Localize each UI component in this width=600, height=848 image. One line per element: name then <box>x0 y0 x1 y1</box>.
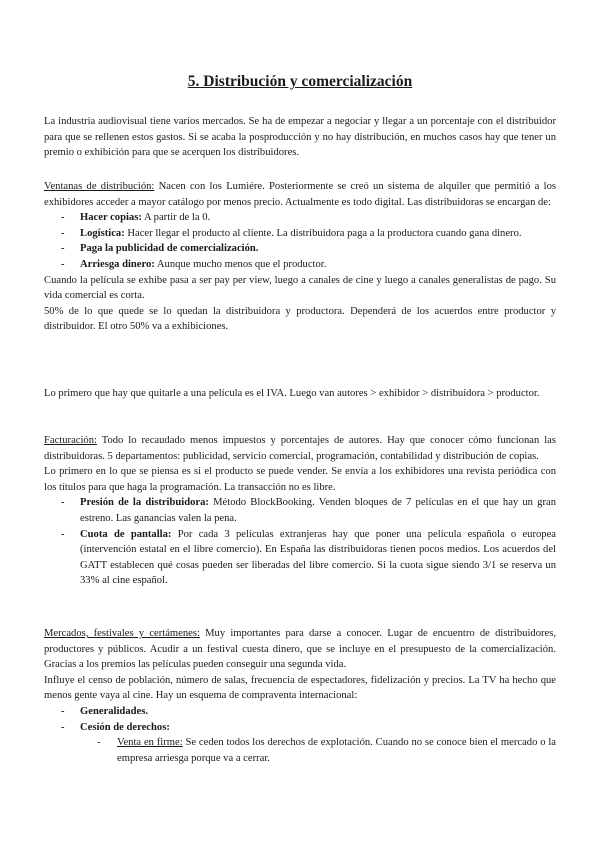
ventanas-after-2: 50% de lo que quede se lo quedan la distribuidora y productora. Dependerá de los acuerdos entre productor y distribuidor. El otro 50% va a exhibiciones. <box>44 305 556 333</box>
sub-list-item-label: Venta en firme: <box>117 737 183 749</box>
mercados-heading: Mercados, festivales y certámenes: <box>44 628 200 639</box>
facturacion-after: Lo primero en lo que se piensa es si el producto se puede vender. Se envía a los exhibidores una revista periódica con los títulos para que haga la programación. La transacción no es libre. <box>44 466 556 493</box>
mercados-paragraph <box>44 626 556 673</box>
list-item <box>44 704 556 720</box>
list-item-bold: Cesión de derechos: <box>80 721 170 733</box>
facturacion-text: Todo lo recaudado menos impuestos y porcentajes de autores. Hay que conocer cómo funcionan las distribuidoras. 5 departamentos: publicidad, servicio comercial, programación, contabilidad y distribución de copias. <box>44 435 556 462</box>
sub-list-item <box>44 735 556 766</box>
mercados-list <box>44 704 556 735</box>
ventanas-text: Nacen con los Lumiére. Posteriormente se creó un sistema de alquiler que permitió a los exhibidores acceder a mayor catálogo por menos precio. Actualmente es todo digital. Las distribuidoras se encargan de: <box>44 181 556 208</box>
list-item <box>44 720 556 736</box>
ventanas-heading: Ventanas de distribución: <box>44 181 155 192</box>
list-item <box>44 226 556 242</box>
facturacion-paragraph <box>44 433 556 464</box>
mercados-after: Influye el censo de población, número de salas, frecuencia de espectadores, fidelización y precios. La TV ha hecho que menos gente vaya al cine. Hay un esquema de compraventa internacional: <box>44 674 556 702</box>
ventanas-section <box>44 179 556 335</box>
list-item-bold: Cuota de pantalla: <box>80 528 172 540</box>
list-item-bold: Generalidades. <box>80 705 148 717</box>
sub-list-item-text: Se ceden todos los derechos de explotación. Cuando no se conoce bien el mercado o la empresa arriesga porque va a cerrar. <box>117 737 556 764</box>
intro-section <box>44 114 556 161</box>
intro-paragraph: La industria audiovisual tiene varios mercados. Se ha de empezar a negociar y llegar a un porcentaje con el distribuidor para que se rellenen estos gastos. Si se acaba la posproducción y no hay distribución, en muchos casos hay que tener un premio o exhibición para que se acerquen los distribuidores. <box>44 116 556 159</box>
list-item-bold: Arriesga dinero: <box>80 258 155 270</box>
ventanas-paragraph <box>44 179 556 210</box>
list-item-bold: Hacer copias: <box>80 212 142 224</box>
mercados-section <box>44 626 556 766</box>
list-item-text: Hacer llegar el producto al cliente. La distribuidora paga a la productora cuando gana dinero. <box>124 227 522 239</box>
ventanas-after-1: Cuando la película se exhibe pasa a ser pay per view, luego a canales de cine y luego a canales generalistas de pago. Su vida comercial es corta. <box>44 274 556 302</box>
ventanas-list <box>44 210 556 272</box>
iva-section <box>44 386 556 402</box>
list-item <box>44 257 556 273</box>
list-item-bold: Presión de la distribuidora: <box>80 497 209 509</box>
list-item-text: A partir de la 0. <box>141 212 211 224</box>
list-item-text: Aunque mucho menos que el productor. <box>154 258 327 270</box>
facturacion-heading: Facturación: <box>44 435 97 446</box>
list-item <box>44 495 556 526</box>
list-item-bold: Paga la publicidad de comercialización. <box>80 243 259 255</box>
list-item-text: Método BlockBooking. Venden bloques de 7 películas en el que hay un gran estreno. Las ganancias valen la pena. <box>80 497 557 524</box>
list-item <box>44 210 556 226</box>
list-item <box>44 527 556 589</box>
mercados-sublist <box>44 735 556 766</box>
iva-paragraph: Lo primero que hay que quitarle a una película es el IVA. Luego van autores > exhibidor > distribuidora > productor. <box>44 388 540 399</box>
facturacion-list <box>44 495 556 589</box>
list-item <box>44 241 556 257</box>
list-item-bold: Logística: <box>80 227 125 239</box>
facturacion-section <box>44 433 556 589</box>
page-title: 5. Distribución y comercialización <box>187 73 413 90</box>
mercados-text: Muy importantes para darse a conocer. Lugar de encuentro de distribuidores, productores y públicos. Acudir a un festival cuesta dinero, que se incluye en el presupuesto de la comercialización. Gracias a los premios las películas pueden conseguir una segunda vida. <box>44 628 556 671</box>
list-item-text: Por cada 3 películas extranjeras hay que poner una película española o europea (intervención estatal en el libre comercio). En España las distribuidoras tienen pocos medios. Los acuerdos del GATT establecen qué cosas pueden ser liberadas del libre comercio. Si la cuota sigue siendo 3/1 se reserva un 33% al cine español. <box>80 528 557 587</box>
